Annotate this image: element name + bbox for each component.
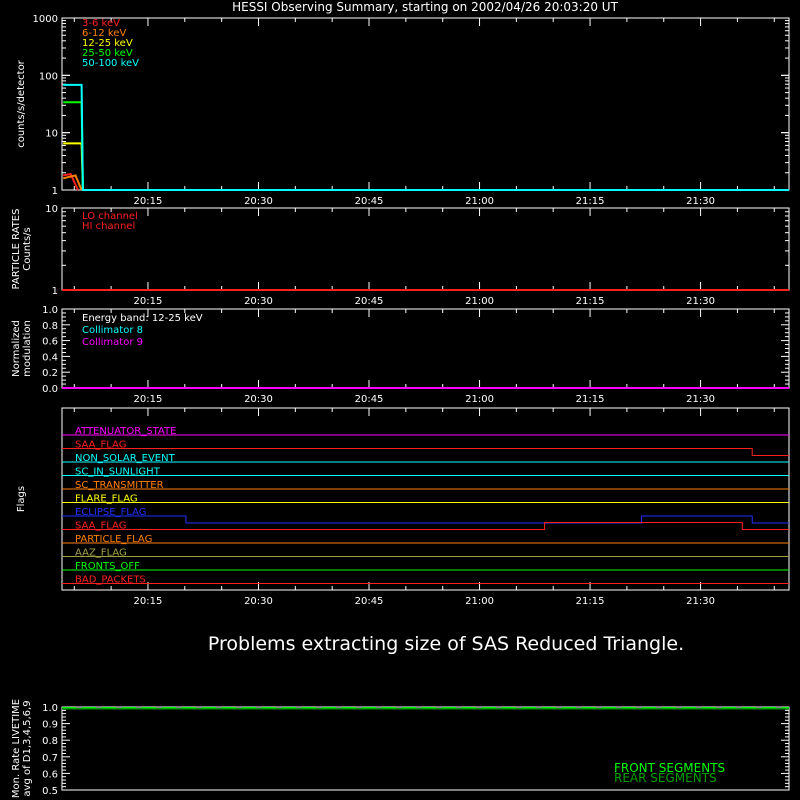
modulation-ylabel: Normalized: [11, 320, 22, 377]
plot-title: HESSI Observing Summary, starting on 2002/04/26 20:03:20 UT: [232, 0, 618, 14]
livetime-tick-label: 0.7: [42, 752, 58, 764]
flag-label: AAZ_FLAG: [75, 547, 127, 559]
legend-entry: Collimator 9: [82, 337, 143, 348]
time-tick-label: 21:15: [575, 296, 605, 307]
count-rate-ylabel: counts/s/detector: [16, 60, 27, 148]
time-tick-label: 20:30: [244, 296, 273, 307]
legend-entry: FRONT SEGMENTS: [614, 761, 726, 775]
time-tick-label: 21:15: [575, 196, 605, 207]
time-tick-label: 20:45: [354, 296, 384, 307]
time-tick-label: 21:30: [686, 296, 715, 307]
modulation-tick-label: 0.8: [42, 320, 58, 332]
time-tick-label: 20:45: [354, 394, 384, 405]
modulation-tick-label: 0.4: [42, 352, 58, 364]
legend-entry: 3-6 keV: [82, 18, 120, 29]
time-tick-label: 21:00: [465, 394, 494, 405]
flag-label: BAD_PACKETS: [75, 574, 146, 586]
flag-label: PARTICLE_FLAG: [75, 534, 153, 545]
time-tick-label: 21:00: [465, 296, 494, 307]
flag-line-7: [62, 520, 789, 532]
modulation-tick-label: 0.6: [42, 336, 58, 348]
legend-entry: 12-25 keV: [82, 38, 133, 49]
flag-label: ATTENUATOR_STATE: [75, 426, 177, 437]
flag-label: NON_SOLAR_EVENT: [75, 453, 175, 464]
flag-label: FRONTS_OFF: [75, 561, 140, 572]
modulation-tick-label: 1.0: [42, 305, 58, 316]
flag-label: ECLIPSE_FLAG: [75, 507, 147, 518]
modulation-tick-label: 0.2: [42, 368, 58, 380]
livetime-tick-label: 0.5: [42, 786, 58, 797]
time-tick-label: 20:45: [354, 596, 384, 607]
time-tick-label: 21:15: [575, 596, 605, 607]
count-rate-tick-label: 10: [45, 128, 58, 140]
time-tick-label: 20:30: [244, 394, 273, 405]
count-rate-panel: [62, 18, 789, 190]
livetime-tick-label: 1.0: [42, 703, 58, 714]
flag-line-6: [62, 516, 789, 523]
time-tick-label: 21:30: [686, 596, 715, 607]
livetime-tick-label: 0.8: [42, 736, 58, 748]
flags-ylabel: Flags: [16, 485, 27, 513]
particle-rate-tick-label: 10: [45, 204, 58, 215]
flag-label: SAA_FLAG: [75, 439, 127, 451]
particle-rate-ylabel: PARTICLE RATES: [11, 208, 22, 290]
flag-label: FLARE_FLAG: [75, 493, 138, 505]
legend-entry: Collimator 8: [82, 325, 143, 336]
flag-label: SAA_FLAG: [75, 520, 127, 532]
particle-rate-panel: [62, 208, 789, 290]
livetime-ylabel: Mon. Rate LIVETIME: [11, 698, 22, 799]
energy-band-annotation: Energy band: 12-25 keV: [82, 313, 203, 324]
particle-rate-ylabel: Counts/s: [22, 227, 33, 271]
time-tick-label: 20:15: [133, 394, 163, 405]
legend-entry: REAR SEGMENTS: [614, 771, 717, 785]
flag-label: SC_TRANSMITTER: [75, 480, 164, 491]
count-rate-tick-label: 1000: [32, 14, 58, 25]
time-tick-label: 20:15: [133, 196, 163, 207]
livetime-ylabel: avg of D1,3,4,5,6,9: [22, 700, 33, 797]
count-rate-tick-label: 100: [38, 71, 58, 83]
legend-entry: HI channel: [82, 221, 136, 232]
time-tick-label: 20:15: [133, 596, 163, 607]
series-line-4: [63, 85, 789, 190]
time-tick-label: 21:30: [686, 196, 715, 207]
time-tick-label: 21:00: [465, 196, 494, 207]
time-tick-label: 20:30: [244, 596, 273, 607]
time-tick-label: 21:00: [465, 596, 494, 607]
time-tick-label: 21:30: [686, 394, 715, 405]
legend-entry: 6-12 keV: [82, 28, 127, 39]
legend-entry: 50-100 keV: [82, 58, 140, 69]
time-tick-label: 20:15: [133, 296, 163, 307]
livetime-tick-label: 0.9: [42, 719, 58, 731]
livetime-tick-label: 0.6: [42, 769, 58, 781]
time-tick-label: 20:45: [354, 196, 384, 207]
modulation-tick-label: 0.0: [42, 384, 58, 395]
series-line-2: [63, 143, 83, 190]
flag-label: SC_IN_SUNLIGHT: [75, 466, 160, 478]
particle-rate-tick-label: 1: [51, 286, 58, 297]
time-tick-label: 21:15: [575, 394, 605, 405]
count-rate-tick-label: 1: [51, 186, 58, 197]
legend-entry: LO channel: [82, 211, 138, 222]
legend-entry: 25-50 keV: [82, 48, 133, 59]
modulation-ylabel: modulation: [22, 320, 33, 377]
time-tick-label: 20:30: [244, 196, 273, 207]
error-message: Problems extracting size of SAS Reduced Triangle.: [207, 633, 685, 655]
